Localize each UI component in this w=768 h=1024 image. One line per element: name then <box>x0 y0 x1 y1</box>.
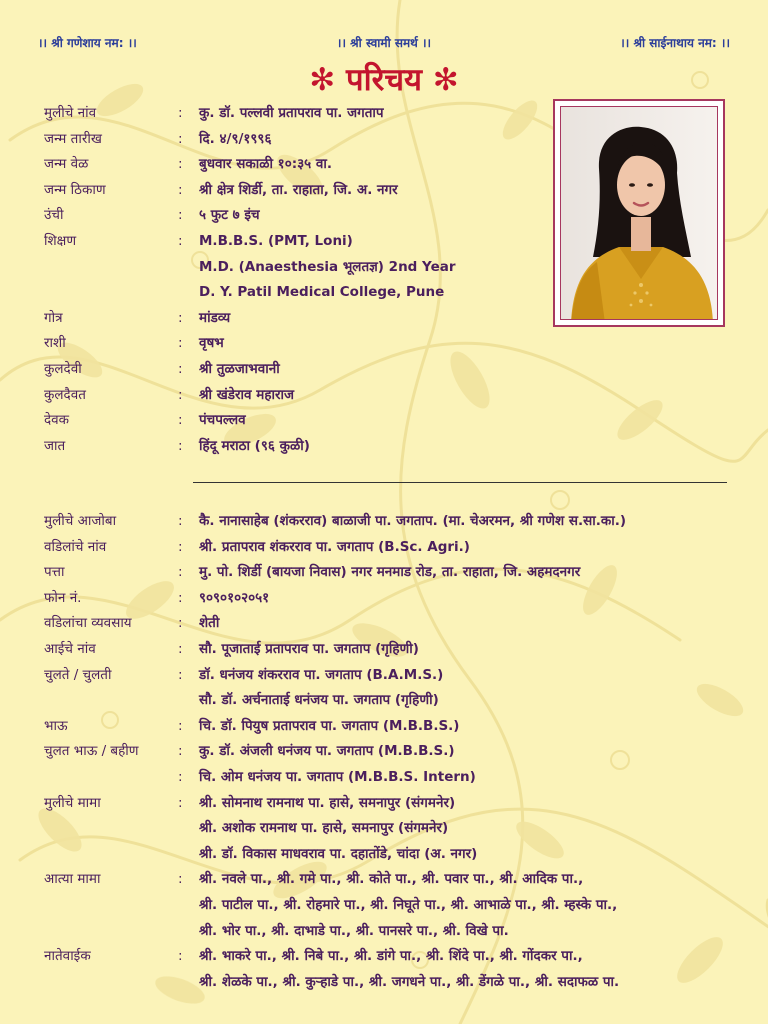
field-colon: : <box>178 130 183 147</box>
field-colon: : <box>178 871 183 888</box>
field-value: D. Y. Patil Medical College, Pune <box>199 284 445 301</box>
field-colon: : <box>178 641 183 657</box>
field-colon: : <box>178 769 183 785</box>
field-value: ५ फुट ७ इंच <box>199 207 260 224</box>
field-value: श्री. शेळके पा., श्री. कुऱ्हाडे पा., श्री. जगधने पा., श्री. डेंगळे पा., श्री. सदाफळ पा. <box>199 973 620 990</box>
field-value: श्री. सोमनाथ रामनाथ पा. हासे, समनापुर (संगमनेर) <box>199 794 456 811</box>
field-value: श्री खंडेराव महाराज <box>199 386 295 403</box>
section-divider <box>193 482 727 483</box>
field-value: सौ. पूजाताई प्रतापराव पा. जगताप (गृहिणी) <box>199 641 419 657</box>
field-colon: : <box>178 513 183 529</box>
field-colon: : <box>178 794 183 811</box>
field-label: कुलदैवत <box>44 386 86 403</box>
field-value: M.B.B.S. (PMT, Loni) <box>199 233 353 249</box>
field-label: जन्म वेळ <box>44 156 89 173</box>
field-label: कुलदेवी <box>44 361 82 377</box>
field-colon: : <box>178 717 183 734</box>
field-value: दि. ४/९/१९९६ <box>199 130 272 147</box>
field-value: चि. ओम धनंजय पा. जगताप (M.B.B.S. Intern) <box>199 769 476 785</box>
field-colon: : <box>178 948 183 965</box>
field-value: श्री क्षेत्र शिर्डी, ता. राहाता, जि. अ. नगर <box>199 181 398 198</box>
field-value: कु. डॉ. अंजली धनंजय पा. जगताप (M.B.B.S.) <box>199 743 455 760</box>
field-colon: : <box>178 743 183 760</box>
field-colon: : <box>178 564 183 581</box>
field-label: मुलीचे नांव <box>44 105 97 121</box>
field-value: वृषभ <box>199 335 224 352</box>
field-label: चुलते / चुलती <box>44 666 112 683</box>
field-label: देवक <box>44 412 70 429</box>
field-value: डॉ. धनंजय शंकरराव पा. जगताप (B.A.M.S.) <box>199 666 444 683</box>
field-label: मुलीचे मामा <box>44 794 101 811</box>
field-label: भाऊ <box>44 717 68 734</box>
header-center-invocation: ।। श्री स्वामी समर्थ ।। <box>336 36 432 50</box>
field-value: मांडव्य <box>199 309 231 326</box>
field-value: मु. पो. शिर्डी (बायजा निवास) नगर मनमाड रोड, ता. राहाता, जि. अहमदनगर <box>199 564 581 581</box>
field-value: श्री. डॉ. विकास माधवराव पा. दहातोंडे, चांदा (अ. नगर) <box>199 845 478 862</box>
field-value: श्री. प्रतापराव शंकरराव पा. जगताप (B.Sc. Agri.) <box>199 538 470 555</box>
field-colon: : <box>178 105 183 121</box>
field-value: ९०९०१०२०५१ <box>199 589 270 606</box>
field-label: जन्म तारीख <box>44 130 102 147</box>
field-value: सौ. डॉ. अर्चनाताई धनंजय पा. जगताप (गृहिणी) <box>199 692 439 709</box>
field-label: जात <box>44 437 66 454</box>
field-colon: : <box>178 615 183 632</box>
field-value: कै. नानासाहेब (शंकरराव) बाळाजी पा. जगताप. (मा. चेअरमन, श्री गणेश स.सा.का.) <box>199 513 627 529</box>
field-colon: : <box>178 589 183 606</box>
field-value: श्री. अशोक रामनाथ पा. हासे, समनापुर (संगमनेर) <box>199 820 449 837</box>
field-label: चुलत भाऊ / बहीण <box>44 743 139 760</box>
field-value: श्री. नवले पा., श्री. गमे पा., श्री. कोते पा., श्री. पवार पा., श्री. आदिक पा., <box>199 871 584 888</box>
field-colon: : <box>178 412 183 429</box>
field-label: पत्ता <box>44 564 65 581</box>
field-colon: : <box>178 156 183 173</box>
field-colon: : <box>178 538 183 555</box>
field-label: जन्म ठिकाण <box>44 181 106 198</box>
field-colon: : <box>178 361 183 377</box>
field-colon: : <box>178 233 183 249</box>
profile-photo-frame <box>553 99 725 327</box>
field-label: आईचे नांव <box>44 641 96 657</box>
field-value: श्री तुळजाभवानी <box>199 361 280 377</box>
field-value: कु. डॉ. पल्लवी प्रतापराव पा. जगताप <box>199 105 384 121</box>
field-value: शेती <box>199 615 220 632</box>
field-label: वडिलांचे नांव <box>44 538 107 555</box>
field-label: शिक्षण <box>44 233 77 249</box>
field-colon: : <box>178 335 183 352</box>
field-colon: : <box>178 309 183 326</box>
field-value: श्री. भाकरे पा., श्री. निबे पा., श्री. डांगे पा., श्री. शिंदे पा., श्री. गोंदकर पा., <box>199 948 583 965</box>
field-colon: : <box>178 386 183 403</box>
header-right-invocation: ।। श्री साईनाथाय नम: ।। <box>620 36 730 50</box>
field-value: M.D. (Anaesthesia भूलतज्ञ) 2nd Year <box>199 258 456 275</box>
field-value: श्री. पाटील पा., श्री. रोहमारे पा., श्री. निघूते पा., श्री. आभाळे पा., श्री. म्हस्के पा., <box>199 897 618 913</box>
field-colon: : <box>178 666 183 683</box>
field-value: बुधवार सकाळी १०:३५ वा. <box>199 156 332 173</box>
field-value: हिंदू मराठा (९६ कुळी) <box>199 437 310 454</box>
field-colon: : <box>178 207 183 224</box>
field-colon: : <box>178 437 183 454</box>
field-label: आत्या मामा <box>44 871 101 888</box>
field-label: उंची <box>44 207 64 224</box>
field-value: श्री. भोर पा., श्री. दाभाडे पा., श्री. पानसरे पा., श्री. विखे पा. <box>199 922 509 939</box>
page-title: ✻ परिचय ✻ <box>309 62 459 98</box>
field-label: नातेवाईक <box>44 948 91 965</box>
header-left-invocation: ।। श्री गणेशाय नम: ।। <box>38 36 137 50</box>
field-label: फोन नं. <box>44 589 82 606</box>
field-colon: : <box>178 181 183 198</box>
field-value: चि. डॉ. पियुष प्रतापराव पा. जगताप (M.B.B.S.) <box>199 717 460 734</box>
profile-photo <box>560 106 718 320</box>
field-label: गोत्र <box>44 309 63 326</box>
field-label: वडिलांचा व्यवसाय <box>44 615 132 632</box>
field-label: राशी <box>44 335 66 352</box>
field-label: मुलीचे आजोबा <box>44 513 117 529</box>
field-value: पंचपल्लव <box>199 412 246 429</box>
